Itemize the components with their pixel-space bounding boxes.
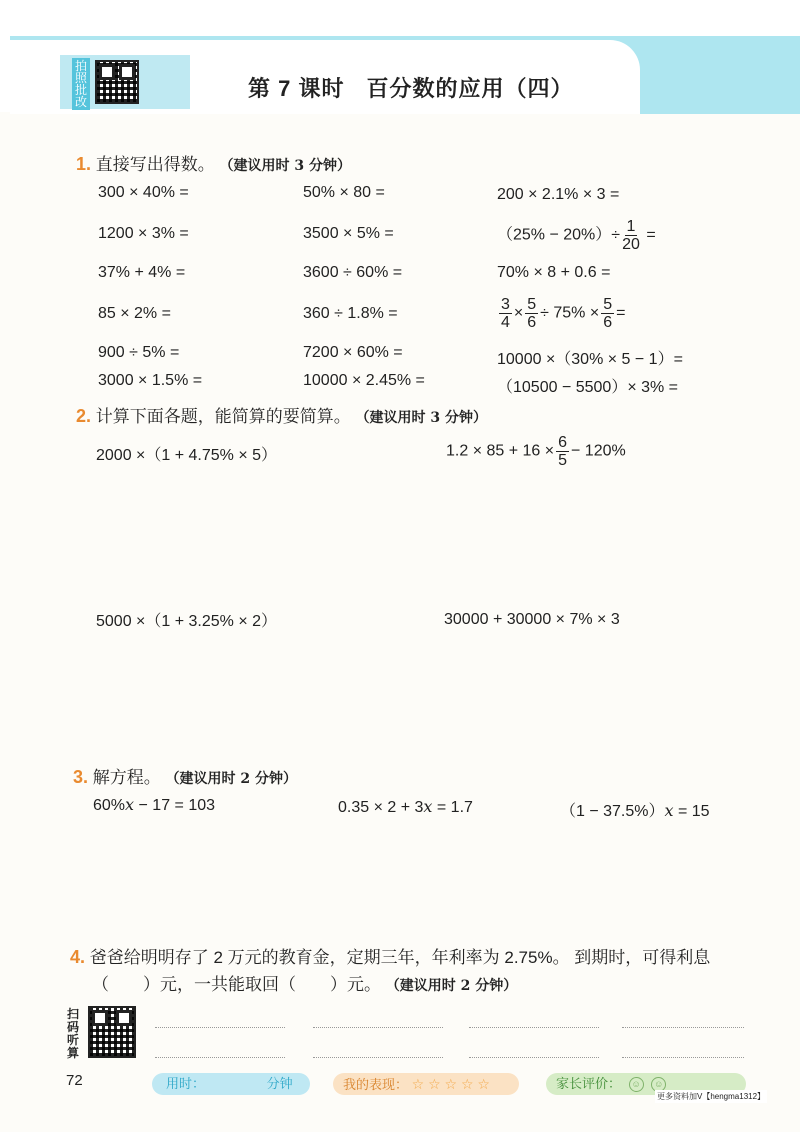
q1-hint: （建议用时 3 分钟） bbox=[219, 158, 351, 174]
answer-line bbox=[622, 1057, 744, 1058]
q1-item: 37% + 4% = bbox=[98, 264, 186, 281]
q3-equation: 60%x − 17 = 103 bbox=[93, 795, 216, 814]
q2-expression: 2000 ×（1 + 4.75% × 5） bbox=[96, 447, 278, 464]
q1-item: 300 × 40% = bbox=[98, 184, 189, 201]
self-rating[interactable]: 我的表现： ☆ ☆ ☆ ☆ ☆ bbox=[333, 1073, 519, 1095]
answer-line bbox=[313, 1027, 443, 1028]
q1-item: 3500 × 5% = bbox=[303, 225, 394, 242]
answer-line bbox=[313, 1057, 443, 1058]
smiley-icon[interactable]: ☺ bbox=[629, 1077, 644, 1092]
page-number: 72 bbox=[66, 1072, 83, 1089]
answer-line bbox=[155, 1027, 285, 1028]
q1-item: 70% × 8 + 0.6 = bbox=[497, 264, 611, 281]
q1-item-fraction-expr: $\frac{3}{4}$ × $\frac{5}{6}$ ÷ 75% × $\frac{5}{6}$ = bbox=[501, 296, 626, 331]
q4-hint: （建议用时 2 分钟） bbox=[385, 978, 518, 994]
q2-text: 计算下面各题，能简算的要简算。 bbox=[95, 407, 351, 426]
answer-line bbox=[469, 1057, 599, 1058]
watermark: 更多资料加V【hengma1312】 bbox=[657, 1092, 766, 1101]
star-icon[interactable]: ☆ ☆ ☆ ☆ ☆ bbox=[411, 1076, 490, 1092]
q2-heading bbox=[76, 402, 487, 427]
q1-item-fraction: （25% − 20%）÷ $\frac{1}{20}$ = bbox=[497, 218, 656, 253]
q2-expression: 5000 ×（1 + 3.25% × 2） bbox=[96, 613, 278, 630]
qr-code-icon[interactable] bbox=[88, 1006, 136, 1058]
photo-grade-label: 拍照批改 bbox=[72, 58, 90, 110]
q1-item: 85 × 2% = bbox=[98, 305, 171, 322]
q4-text: 爸爸给明明存了 2 万元的教育金，定期三年，年利率为 2.75%。 到期时，可得利息 bbox=[89, 948, 711, 967]
lesson-number: 第 7 课时 bbox=[248, 76, 345, 101]
q3-text: 解方程。 bbox=[92, 768, 161, 787]
q1-item: 3600 ÷ 60% = bbox=[303, 264, 403, 281]
scan-listen-label: 扫码听算 bbox=[67, 1007, 80, 1060]
q1-item: 10000 × 2.45% = bbox=[303, 372, 425, 389]
q3-equation: 0.35 × 2 + 3x = 1.7 bbox=[338, 797, 473, 816]
q1-item: （10500 − 5500）× 3% = bbox=[497, 379, 679, 396]
qr-code-icon[interactable] bbox=[95, 60, 139, 104]
q4-line1 bbox=[70, 943, 710, 968]
q1-item: 900 ÷ 5% = bbox=[98, 344, 180, 361]
q1-item: 3000 × 1.5% = bbox=[98, 372, 203, 389]
q1-item: 7200 × 60% = bbox=[303, 344, 403, 361]
q1-item: 360 ÷ 1.8% = bbox=[303, 305, 398, 322]
q2-hint: （建议用时 3 分钟） bbox=[355, 410, 487, 426]
q1-item: 50% × 80 = bbox=[303, 184, 385, 201]
smiley-icon[interactable]: ☺ bbox=[651, 1077, 666, 1092]
fraction: $\frac{1}{20}$ bbox=[622, 218, 640, 253]
q4-line2 bbox=[92, 970, 517, 995]
answer-line bbox=[469, 1027, 599, 1028]
q1-text: 直接写出得数。 bbox=[95, 155, 215, 174]
q3-number: 3. bbox=[73, 767, 89, 787]
parent-evaluation[interactable]: 家长评价： ☺ ☺ bbox=[546, 1073, 746, 1095]
q1-item: 10000 ×（30% × 5 − 1）= bbox=[497, 351, 683, 368]
q2-expression: 30000 + 30000 × 7% × 3 bbox=[444, 611, 620, 628]
answer-line bbox=[622, 1027, 744, 1028]
q2-expression: 1.2 × 85 + 16 × $\frac{6}{5}$ − 120% bbox=[446, 434, 626, 469]
lesson-title: 百分数的应用（四） bbox=[366, 76, 574, 101]
q1-heading bbox=[76, 150, 351, 175]
answer-line bbox=[155, 1057, 285, 1058]
fraction: $\frac{6}{5}$ bbox=[558, 434, 567, 469]
q3-equation: （1 − 37.5%）x = 15 bbox=[560, 801, 710, 820]
q1-number: 1. bbox=[76, 154, 92, 174]
q4-blanks: （ ）元，一共能取回（ ）元。 bbox=[92, 975, 381, 994]
page-title bbox=[248, 72, 573, 103]
q2-number: 2. bbox=[76, 406, 92, 426]
q3-hint: （建议用时 2 分钟） bbox=[165, 771, 297, 787]
q1-item: 200 × 2.1% × 3 = bbox=[497, 186, 620, 203]
time-used-field[interactable]: 用时： 分钟 bbox=[152, 1073, 310, 1095]
q1-item: 1200 × 3% = bbox=[98, 225, 189, 242]
q3-heading bbox=[73, 763, 297, 788]
q4-number: 4. bbox=[70, 947, 86, 967]
